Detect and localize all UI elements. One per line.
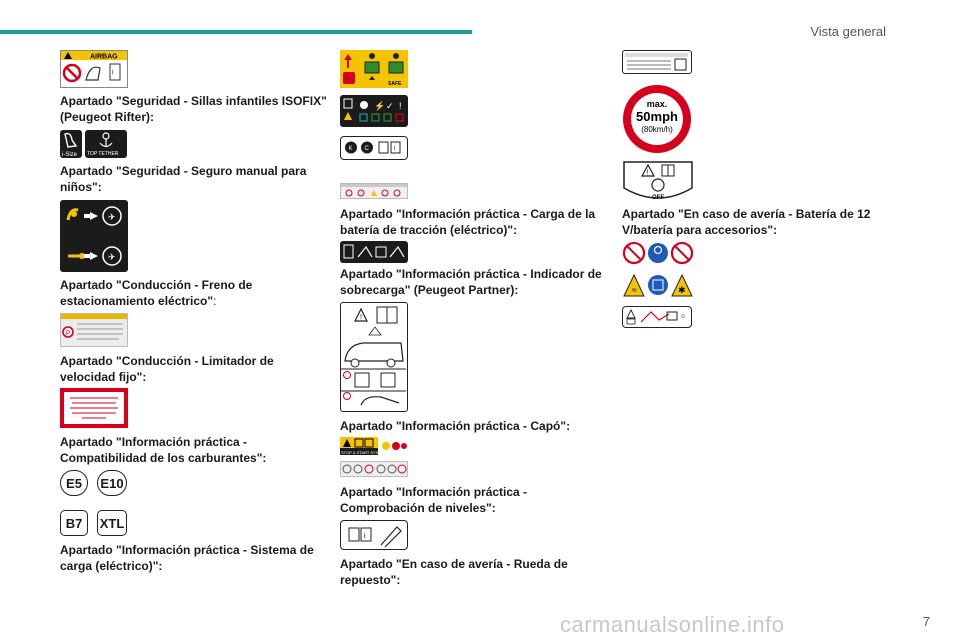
footer-watermark: carmanualsonline.info <box>560 612 785 637</box>
page-number: 7 <box>922 614 930 629</box>
svg-text:⚡: ⚡ <box>374 101 386 111</box>
stop-start-label <box>340 437 408 455</box>
svg-text:i: i <box>112 70 114 76</box>
speed-limit-sign <box>621 83 693 155</box>
svg-text:TOP TETHER: TOP TETHER <box>87 151 119 157</box>
parking-brake-label <box>60 313 128 347</box>
caption-speed-limiter: Apartado "Conducción - Limitador de velocidad fijo": <box>60 354 274 384</box>
svg-text:P: P <box>66 331 71 337</box>
section-title: Vista general <box>810 24 886 39</box>
fluid-levels-label <box>340 461 408 477</box>
overload-indicator-label <box>340 241 408 263</box>
caption-fluid-levels: Apartado "Información práctica - Comprobación de niveles": <box>340 485 528 515</box>
caption-spare-wheel: Apartado "En caso de avería - Rueda de repuesto": <box>340 557 568 587</box>
svg-text:max.: max. <box>646 99 668 109</box>
fuel-badge-b7: B7 <box>60 510 88 536</box>
svg-text:i-Size: i-Size <box>62 152 78 158</box>
battery-instructions-label <box>622 306 692 328</box>
svg-text:SAFE: SAFE <box>388 81 402 87</box>
svg-text:☺: ☺ <box>680 314 687 320</box>
fuel-badge-e10: E10 <box>97 470 127 496</box>
svg-text:STOP & START SYSTEM: STOP & START SYSTEM <box>341 450 387 455</box>
tyre-pressure-label <box>622 50 692 74</box>
svg-text:i: i <box>364 533 366 540</box>
caption-overload-indicator: Apartado "Información práctica - Indicador de sobrecarga" (Peugeot Partner): <box>340 267 602 297</box>
charging-instructions-label <box>340 136 408 160</box>
fuel-badge-e5: E5 <box>60 470 88 496</box>
svg-text:!: ! <box>360 314 362 321</box>
svg-text:!: ! <box>646 169 649 177</box>
airbag-warning-label <box>60 50 128 88</box>
fuel-badge-xtl: XTL <box>97 510 127 536</box>
top-tether-icon <box>85 130 127 158</box>
bonnet-warning-label <box>340 302 408 412</box>
traction-battery-label <box>340 183 408 199</box>
charging-status-label <box>340 95 408 127</box>
caption-isofix: Apartado "Seguridad - Sillas infantiles ISOFIX" (Peugeot Rifter): <box>60 94 327 124</box>
svg-text:i: i <box>394 146 396 152</box>
charging-system-label <box>340 50 408 88</box>
caption-traction-battery: Apartado "Información práctica - Carga de la batería de tracción (eléctrico)": <box>340 207 596 237</box>
header-accent-bar <box>0 30 472 34</box>
battery-prohibition-icons <box>622 240 694 266</box>
svg-text:C: C <box>364 146 369 152</box>
svg-text:!: ! <box>399 101 402 111</box>
isofix-icon <box>60 130 82 158</box>
collision-warning-label <box>622 160 694 204</box>
speed-limiter-label <box>60 388 128 428</box>
svg-text:K: K <box>348 146 353 152</box>
svg-text:✈: ✈ <box>108 212 116 222</box>
svg-text:(80km/h): (80km/h) <box>641 125 673 134</box>
svg-text:OFF: OFF <box>652 195 664 201</box>
child-lock-label <box>60 200 128 272</box>
caption-bonnet: Apartado "Información práctica - Capó": <box>340 419 571 433</box>
svg-text:AIRBAG: AIRBAG <box>90 53 118 61</box>
caption-charging-system: Apartado "Información práctica - Sistema de carga (eléctrico)": <box>60 543 314 573</box>
caption-child-lock: Apartado "Seguridad - Seguro manual para niños": <box>60 164 307 194</box>
caption-fuel-compatibility: Apartado "Información práctica - Compatibilidad de los carburantes": <box>60 435 267 465</box>
battery-hazard-icons <box>622 272 694 298</box>
svg-text:✱: ✱ <box>678 285 686 295</box>
caption-12v-battery: Apartado "En caso de avería - Batería de 12 V/batería para accesorios": <box>622 207 871 237</box>
svg-text:≈: ≈ <box>632 285 637 295</box>
svg-text:✈: ✈ <box>108 252 116 262</box>
spare-wheel-label <box>340 520 408 550</box>
caption-parking-brake: Apartado "Conducción - Freno de estacionamiento eléctrico": <box>60 278 253 308</box>
svg-text:✓: ✓ <box>386 101 394 111</box>
svg-text:50mph: 50mph <box>636 109 678 124</box>
